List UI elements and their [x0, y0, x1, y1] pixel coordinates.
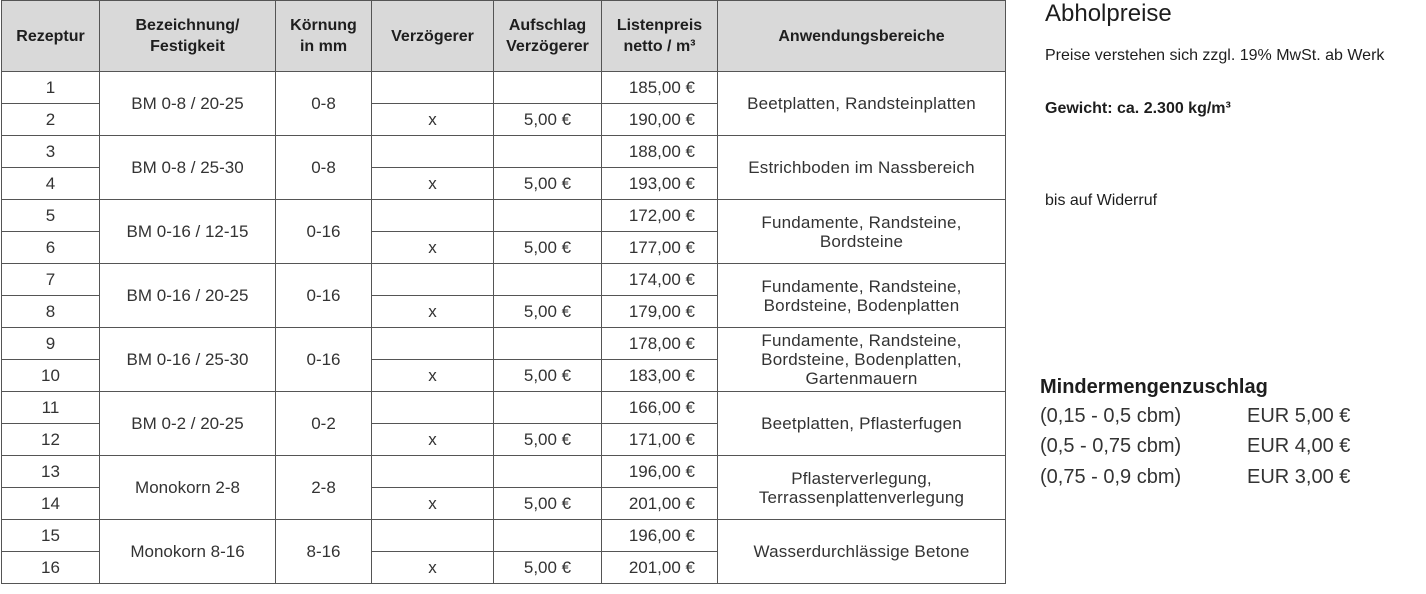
list-price-cell: 196,00 € — [602, 520, 718, 552]
recipe-number-cell: 7 — [2, 264, 100, 296]
vat-note: Preise verstehen sich zzgl. 19% MwSt. ab Werk — [1045, 47, 1385, 64]
table-row — [2, 200, 1006, 232]
retarder-cell — [372, 200, 494, 232]
table-header-row — [2, 1, 1006, 72]
list-price-cell: 193,00 € — [602, 168, 718, 200]
applications-cell — [718, 328, 1006, 392]
retarder-cell — [372, 72, 494, 104]
grain-cell: 8-16 — [276, 520, 372, 584]
retarder-cell: x — [372, 232, 494, 264]
price-table — [1, 0, 1006, 584]
applications-line: Beetplatten, Randsteinplatten — [747, 94, 976, 113]
surcharge-cell — [494, 392, 602, 424]
designation-cell: BM 0-2 / 20-25 — [100, 392, 276, 456]
minimum-quantity-range: (0,15 - 0,5 cbm) — [1040, 405, 1182, 427]
applications-line: Pflasterverlegung, — [791, 468, 932, 488]
list-price-cell: 174,00 € — [602, 264, 718, 296]
applications-line: Bordsteine, Bodenplatten — [763, 295, 960, 315]
applications-line: Fundamente, Randsteine, — [761, 276, 962, 296]
minimum-quantity-range: (0,5 - 0,75 cbm) — [1040, 435, 1182, 457]
surcharge-cell — [494, 200, 602, 232]
grain-cell: 0-2 — [276, 392, 372, 456]
list-price-cell: 179,00 € — [602, 296, 718, 328]
recipe-number-cell: 9 — [2, 328, 100, 360]
applications-line: Wasserdurchlässige Betone — [753, 542, 970, 561]
applications-line: Terrassenplattenverlegung — [758, 487, 965, 507]
recipe-number-cell: 6 — [2, 232, 100, 264]
list-price-cell: 190,00 € — [602, 104, 718, 136]
designation-cell: BM 0-16 / 25-30 — [100, 328, 276, 392]
grain-cell: 0-8 — [276, 136, 372, 200]
applications-line: Estrichboden im Nassbereich — [748, 158, 975, 177]
designation-cell: BM 0-16 / 12-15 — [100, 200, 276, 264]
surcharge-cell: 5,00 € — [494, 424, 602, 456]
applications-line: Beetplatten, Pflasterfugen — [761, 414, 962, 433]
applications-cell — [718, 456, 1006, 520]
list-price-cell: 201,00 € — [602, 552, 718, 584]
minimum-quantity-title: Mindermengenzuschlag — [1040, 376, 1268, 398]
retarder-cell: x — [372, 104, 494, 136]
applications-cell — [718, 200, 1006, 264]
recipe-number-cell: 16 — [2, 552, 100, 584]
applications-line: Fundamente, Randsteine, — [761, 212, 962, 232]
applications-line: Bordsteine — [819, 231, 904, 251]
header-surcharge: Aufschlag Verzögerer — [494, 1, 602, 72]
list-price-cell: 183,00 € — [602, 360, 718, 392]
list-price-cell: 166,00 € — [602, 392, 718, 424]
applications-line: Gartenmauern — [805, 369, 918, 388]
table-row — [2, 456, 1006, 488]
surcharge-cell — [494, 136, 602, 168]
recipe-number-cell: 8 — [2, 296, 100, 328]
grain-cell: 2-8 — [276, 456, 372, 520]
designation-cell: Monokorn 2-8 — [100, 456, 276, 520]
list-price-cell: 188,00 € — [602, 136, 718, 168]
header-grain: Körnung in mm — [276, 1, 372, 72]
surcharge-cell — [494, 520, 602, 552]
header-list-price: Listenpreis netto / m³ — [602, 1, 718, 72]
grain-cell: 0-16 — [276, 200, 372, 264]
recipe-number-cell: 15 — [2, 520, 100, 552]
designation-cell: BM 0-8 / 25-30 — [100, 136, 276, 200]
surcharge-cell: 5,00 € — [494, 360, 602, 392]
applications-cell — [718, 264, 1006, 328]
retarder-cell — [372, 264, 494, 296]
list-price-cell: 201,00 € — [602, 488, 718, 520]
surcharge-cell: 5,00 € — [494, 232, 602, 264]
applications-cell — [718, 136, 1006, 200]
surcharge-cell: 5,00 € — [494, 104, 602, 136]
table-row — [2, 136, 1006, 168]
table-row — [2, 328, 1006, 360]
surcharge-cell — [494, 456, 602, 488]
recipe-number-cell: 14 — [2, 488, 100, 520]
recipe-number-cell: 4 — [2, 168, 100, 200]
header-applications: Anwendungsbereiche — [718, 1, 1006, 72]
pickup-prices-title: Abholpreise — [1045, 0, 1172, 27]
surcharge-cell — [494, 264, 602, 296]
revocation-note: bis auf Widerruf — [1045, 192, 1158, 209]
list-price-cell: 185,00 € — [602, 72, 718, 104]
applications-line: Bordsteine, Bodenplatten, — [761, 350, 962, 369]
designation-cell: BM 0-8 / 20-25 — [100, 72, 276, 136]
designation-cell: BM 0-16 / 20-25 — [100, 264, 276, 328]
recipe-number-cell: 3 — [2, 136, 100, 168]
header-designation: Bezeichnung/ Festigkeit — [100, 1, 276, 72]
surcharge-cell — [494, 328, 602, 360]
retarder-cell — [372, 456, 494, 488]
header-retarder: Verzögerer — [372, 1, 494, 72]
weight-note: Gewicht: ca. 2.300 kg/m³ — [1045, 100, 1231, 117]
surcharge-cell: 5,00 € — [494, 296, 602, 328]
surcharge-cell: 5,00 € — [494, 552, 602, 584]
retarder-cell: x — [372, 168, 494, 200]
minimum-quantity-price: EUR 5,00 € — [1247, 405, 1351, 427]
recipe-number-cell: 2 — [2, 104, 100, 136]
grain-cell: 0-16 — [276, 264, 372, 328]
recipe-number-cell: 11 — [2, 392, 100, 424]
retarder-cell — [372, 136, 494, 168]
table-row — [2, 520, 1006, 552]
surcharge-cell — [494, 72, 602, 104]
applications-cell — [718, 72, 1006, 136]
recipe-number-cell: 5 — [2, 200, 100, 232]
table-body — [2, 72, 1006, 584]
minimum-quantity-range: (0,75 - 0,9 cbm) — [1040, 466, 1182, 488]
minimum-quantity-price: EUR 3,00 € — [1247, 466, 1351, 488]
table-row — [2, 392, 1006, 424]
designation-cell: Monokorn 8-16 — [100, 520, 276, 584]
grain-cell: 0-16 — [276, 328, 372, 392]
surcharge-cell: 5,00 € — [494, 168, 602, 200]
recipe-number-cell: 12 — [2, 424, 100, 456]
grain-cell: 0-8 — [276, 72, 372, 136]
retarder-cell: x — [372, 360, 494, 392]
retarder-cell — [372, 328, 494, 360]
retarder-cell — [372, 520, 494, 552]
applications-cell — [718, 520, 1006, 584]
list-price-cell: 177,00 € — [602, 232, 718, 264]
applications-line: Fundamente, Randsteine, — [761, 331, 962, 350]
table-row — [2, 264, 1006, 296]
header-recipe: Rezeptur — [2, 1, 100, 72]
retarder-cell: x — [372, 552, 494, 584]
recipe-number-cell: 10 — [2, 360, 100, 392]
list-price-cell: 171,00 € — [602, 424, 718, 456]
list-price-cell: 172,00 € — [602, 200, 718, 232]
table-row — [2, 72, 1006, 104]
surcharge-cell: 5,00 € — [494, 488, 602, 520]
list-price-cell: 178,00 € — [602, 328, 718, 360]
recipe-number-cell: 1 — [2, 72, 100, 104]
minimum-quantity-price: EUR 4,00 € — [1247, 435, 1351, 457]
list-price-cell: 196,00 € — [602, 456, 718, 488]
recipe-number-cell: 13 — [2, 456, 100, 488]
retarder-cell — [372, 392, 494, 424]
retarder-cell: x — [372, 488, 494, 520]
retarder-cell: x — [372, 296, 494, 328]
retarder-cell: x — [372, 424, 494, 456]
applications-cell — [718, 392, 1006, 456]
